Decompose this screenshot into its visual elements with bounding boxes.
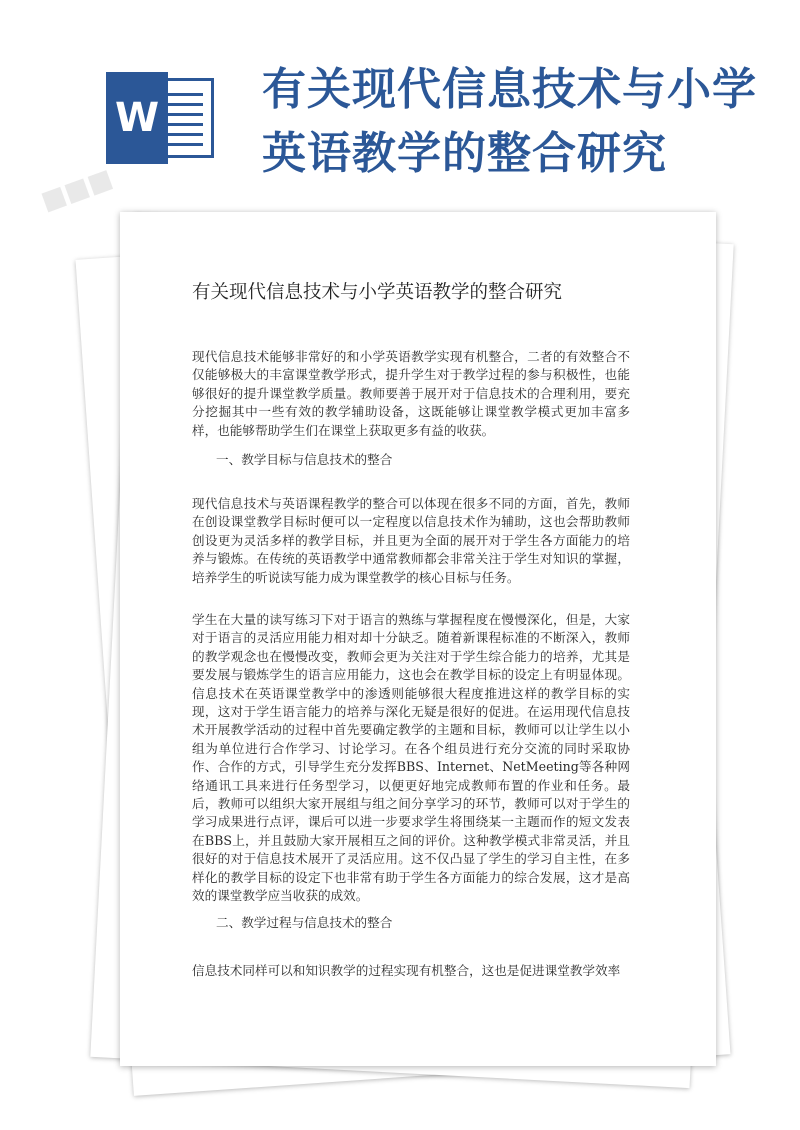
paragraph-1: 现代信息技术与英语课程教学的整合可以体现在很多不同的方面，首先，教师在创设课堂教学目标时便可以一定程度以信息技术作为辅助，这也会帮助教师创设更为灵活多样的教学目标，并且更为全面的展开对于学生各方面能力的培养与锻炼。在传统的英语教学中通常教师都会非常关注于学生对知识的掌握，培养学生的听说读写能力成为课堂教学的核心目标与任务。 xyxy=(192,496,630,585)
paragraph-intro: 现代信息技术能够非常好的和小学英语教学实现有机整合，二者的有效整合不仅能够极大的丰富课堂教学形式，提升学生对于教学过程的参与积极性，也能够很好的提升课堂教学质量。教师要善于展开对于信息技术的合理利用，要充分挖掘其中一些有效的教学辅助设备，这既能够让课堂教学模式更加丰富多样，也能够帮助学生们在课堂上获取更多有益的收获。 xyxy=(192,349,630,438)
word-icon-letter: W xyxy=(106,72,168,164)
banner-title: 有关现代信息技术与小学英语教学的整合研究 xyxy=(262,64,757,179)
section-heading-2: 二、教学过程与信息技术的整合 xyxy=(216,915,393,930)
section-heading-1: 一、教学目标与信息技术的整合 xyxy=(216,452,393,467)
word-document-icon xyxy=(106,72,218,164)
paragraph-2: 学生在大量的读写练习下对于语言的熟练与掌握程度在慢慢深化，但是，大家对于语言的灵活应用能力相对却十分缺乏。随着新课程标准的不断深入，教师的教学观念也在慢慢改变，教师会更为关注对于学生综合能力的培养，尤其是要发展与锻炼学生的语言应用能力，这也会在教学目标的设定上有明显体现。信息技术在英语课堂教学中的渗透则能够很大程度推进这样的教学目标的实现，这对于学生语言能力的培养与深化无疑是很好的促进。在运用现代信息技术开展教学活动的过程中首先要确定教学的主题和目标，教师可以让学生以小组为单位进行合作学习、讨论学习。在各个组员进行充分交流的同时采取协作、合作的方式，引导学生充分发挥BBS、Internet、NetMeeting等各种网络通讯工具来进行任务型学习，以便更好地完成教师布置的作业和任务。最后，教师可以组织大家开展组与组之间分享学习的环节，教师可以对于学生的学习成果进行点评，课后可以进一步要求学生将围绕某一主题而作的短文发表在BBS上，并且鼓励大家开展相互之间的评价。这种教学模式非常灵活，并且很好的对于信息技术展开了灵活应用。这不仅凸显了学生的学习自主性，在多样化的教学目标的设定下也非常有助于学生各方面能力的综合发展，这才是高效的课堂教学应当收获的成效。 xyxy=(192,612,630,904)
document-page xyxy=(120,212,716,1066)
paragraph-3: 信息技术同样可以和知识教学的过程实现有机整合，这也是促进课堂教学效率 xyxy=(192,963,621,978)
banner xyxy=(0,0,800,205)
watermark: ■■■ xyxy=(37,163,117,217)
document-title: 有关现代信息技术与小学英语教学的整合研究 xyxy=(192,282,563,303)
